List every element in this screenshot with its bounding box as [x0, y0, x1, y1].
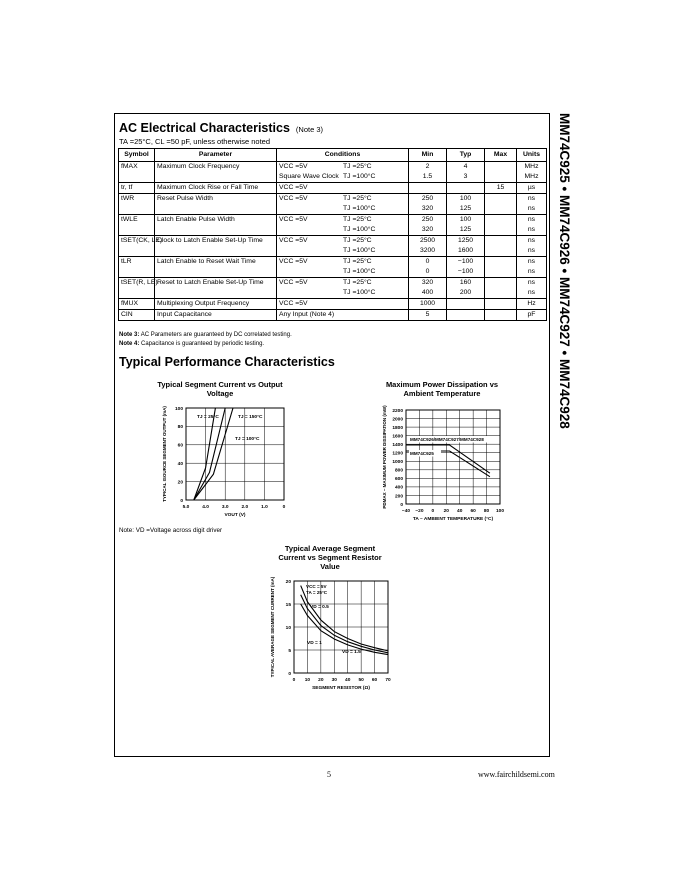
ac-cell-text: ns [527, 289, 536, 296]
ac-typ [447, 215, 485, 236]
x-tick-label: 5.0 [182, 505, 190, 510]
ac-units [517, 310, 547, 321]
ac-parameter [155, 162, 277, 183]
ac-conditions-cell [277, 215, 409, 236]
ac-cell-text: 250 [421, 216, 434, 223]
annotation-label: TA = 25°C [306, 590, 328, 595]
y-tick-label: 5 [288, 648, 291, 654]
y-tick-label: 20 [177, 480, 183, 486]
ac-conditions-cell [277, 194, 409, 215]
x-tick-label: 1.0 [261, 505, 268, 510]
ac-conditions-cell [277, 310, 409, 321]
ac-cell-text: ns [527, 216, 536, 223]
y-tick-label: 1600 [392, 434, 403, 440]
series-line [301, 604, 388, 655]
y-tick-label: 40 [177, 462, 183, 467]
ac-cond-temp: TJ =25°C [343, 279, 372, 286]
ac-cond-vcc: VCC =5V [279, 279, 308, 286]
ac-cell-text: µs [527, 184, 536, 191]
x-tick-label: −40 [401, 509, 411, 514]
ac-cond-temp: TJ =25°C [343, 216, 372, 223]
ac-min [409, 194, 447, 215]
ac-cond-temp: TJ =100°C [343, 289, 376, 296]
ac-header-cell: Min [409, 149, 447, 162]
y-tick-label: 10 [285, 625, 291, 631]
ac-cell-text: Input Capacitance [157, 311, 212, 318]
ac-header-cell: Typ [447, 149, 485, 162]
x-tick-label: 100 [495, 509, 505, 514]
ac-header-cell: Symbol [119, 149, 155, 162]
ac-cell-text: 320 [421, 226, 434, 233]
ac-typ [447, 194, 485, 215]
ac-typ [447, 278, 485, 299]
side-title-text: MM74C925 • MM74C926 • MM74C927 • MM74C928 [557, 113, 572, 429]
graph3-title: Typical Average Segment Current vs Segment Resistor Value [278, 544, 382, 571]
series-label: VD = 1.5 [342, 650, 361, 655]
ac-table [118, 148, 547, 321]
ac-parameter [155, 215, 277, 236]
ac-cell-text: 320 [421, 279, 434, 286]
ac-cell-text: ns [527, 279, 536, 286]
ac-min [409, 257, 447, 278]
ac-cell-text: tr, tf [121, 184, 133, 191]
ac-units [517, 215, 547, 236]
tpc-title: Typical Performance Characteristics [119, 355, 335, 369]
ac-cond-vcc: Any Input (Note 4) [279, 311, 335, 318]
ac-cell-text: 1600 [457, 247, 474, 254]
graph3-svg [268, 575, 396, 697]
ac-cell-text: 0 [425, 258, 430, 265]
y-axis-label: PDMAX – MAXIMUM POWER DISSIPATION (mW) [382, 405, 387, 509]
ac-cell-text: tSET(CK, LE) [121, 237, 163, 244]
ac-typ [447, 310, 485, 321]
ac-max [485, 310, 517, 321]
ac-row [119, 194, 547, 215]
ac-cell-text: 160 [459, 279, 472, 286]
graph1-title: Typical Segment Current vs Output Voltage [157, 380, 283, 398]
ac-notes [119, 331, 292, 349]
graph-vd-note: Note: VD =Voltage across digit driver [119, 527, 223, 534]
ac-parameter [155, 310, 277, 321]
ac-cell-text: 100 [459, 216, 472, 223]
ac-cond-temp: TJ =25°C [343, 163, 372, 170]
ac-min [409, 183, 447, 194]
ac-cond-temp: TJ =25°C [343, 258, 372, 265]
ac-title-text: AC Electrical Characteristics [119, 121, 290, 135]
ac-max [485, 194, 517, 215]
ac-cond-vcc: VCC =5V [279, 300, 308, 307]
ac-conditions-cell [277, 278, 409, 299]
y-tick-label: 2200 [392, 408, 403, 414]
ac-cell-text: Reset to Latch Enable Set-Up Time [157, 279, 264, 286]
ac-cell-text: 3200 [419, 247, 436, 254]
ac-parameter [155, 183, 277, 194]
ac-cond-temp: TJ =100°C [343, 173, 376, 180]
x-tick-label: 60 [371, 678, 378, 683]
ac-cell-text: fMAX [121, 163, 138, 170]
ac-cond-temp: TJ =100°C [343, 268, 376, 275]
annotation-label: VCC = 5V [306, 584, 327, 589]
ac-cell-text: ns [527, 226, 536, 233]
x-tick-label: 40 [345, 678, 351, 683]
ac-cell-text: 200 [459, 289, 472, 296]
ac-units [517, 299, 547, 310]
x-tick-label: 3.0 [221, 505, 229, 510]
ac-row [119, 162, 547, 183]
y-tick-label: 1400 [392, 442, 403, 448]
ac-typ [447, 162, 485, 183]
ac-cell-text: 15 [496, 184, 505, 191]
ac-header-cell: Units [517, 149, 547, 162]
ac-cell-text: CIN [121, 311, 133, 318]
ac-symbol [119, 215, 155, 236]
x-tick-label: 0 [282, 505, 286, 510]
y-axis-label: TYPICAL ISOURCE SEGMENT OUTPUT (mA) [162, 406, 167, 502]
ac-cond-vcc: VCC =5V [279, 163, 308, 170]
series-label: TJ = 25°C [197, 415, 219, 420]
ac-cell-text: ns [527, 247, 536, 254]
ac-cell-text: Maximum Clock Rise or Fall Time [157, 184, 259, 191]
y-tick-label: 15 [285, 602, 291, 608]
ac-cell-text: tWR [121, 195, 135, 202]
ac-cell-text: Hz [527, 300, 536, 307]
series-label: VD = 1 [307, 641, 322, 646]
series-label: TJ = 100°C [235, 437, 260, 442]
ac-row [119, 299, 547, 310]
x-axis-label: VOUT (V) [224, 513, 246, 518]
ac-cell-text: 250 [421, 195, 434, 202]
ac-symbol [119, 278, 158, 299]
y-tick-label: 600 [394, 477, 403, 483]
x-tick-label: 40 [457, 509, 463, 514]
graph1-svg [150, 398, 300, 526]
ac-cond-vcc: VCC =5V [279, 237, 308, 244]
ac-units [517, 162, 547, 183]
x-tick-label: 20 [318, 678, 324, 683]
ac-cell-text: −100 [457, 268, 474, 275]
x-tick-label: 80 [483, 509, 490, 514]
ac-cond-vcc: VCC =5V [279, 184, 308, 191]
ac-units [517, 183, 547, 194]
y-tick-label: 20 [285, 579, 291, 585]
x-axis-label: SEGMENT RESISTOR (Ω) [312, 686, 370, 691]
ac-typ [447, 299, 485, 310]
ac-cell-text: 125 [459, 205, 472, 212]
ac-cell-text: 0 [425, 268, 430, 275]
ac-cond-vcc: Square Wave Clock [279, 173, 339, 180]
ac-typ [447, 236, 485, 257]
ac-cond-temp: TJ =100°C [343, 226, 376, 233]
side-title [553, 113, 575, 757]
ac-cond-temp: TJ =25°C [343, 237, 372, 244]
ac-typ [447, 257, 485, 278]
ac-parameter [155, 236, 277, 257]
ac-cell-text: 320 [421, 205, 434, 212]
ac-max [485, 162, 517, 183]
ac-cell-text: tLR [121, 258, 132, 265]
ac-typ [447, 183, 485, 194]
x-tick-label: 50 [358, 678, 364, 683]
ac-header-cell: Conditions [277, 149, 409, 162]
x-tick-label: 60 [470, 509, 476, 514]
y-axis-label: TYPICAL AVERAGE SEGMENT CURRENT (mA) [270, 576, 275, 678]
ac-row [119, 278, 547, 299]
ac-max [485, 215, 517, 236]
ac-cell-text: 3 [463, 173, 468, 180]
graph2-title: Maximum Power Dissipation vs Ambient Temperature [385, 380, 499, 398]
ac-max [485, 236, 517, 257]
ac-cell-text: tWLE [121, 216, 138, 223]
ac-conditions-cell [277, 236, 409, 257]
ac-min [409, 310, 447, 321]
y-tick-label: 1000 [392, 460, 403, 466]
ac-cond-vcc: VCC =5V [279, 216, 308, 223]
ac-min [409, 236, 447, 257]
ac-cell-text: Multiplexing Output Frequency [157, 300, 250, 307]
ac-min [409, 162, 447, 183]
ac-cell-text: fMUX [121, 300, 138, 307]
x-tick-label: 4.0 [202, 505, 209, 510]
y-tick-label: 1800 [392, 425, 403, 431]
ac-symbol [119, 257, 155, 278]
x-tick-label: 30 [331, 678, 337, 683]
ac-conditions-cell [277, 299, 409, 310]
ac-cond-temp: TJ =100°C [343, 205, 376, 212]
ac-cell-text: Latch Enable to Reset Wait Time [157, 258, 256, 265]
ac-parameter [155, 194, 277, 215]
ac-symbol [119, 162, 155, 183]
ac-cell-text: Reset Pulse Width [157, 195, 213, 202]
ac-min [409, 299, 447, 310]
annotation-label: MM74C925 [410, 451, 434, 456]
ac-max [485, 183, 517, 194]
ac-cell-text: 125 [459, 226, 472, 233]
ac-cell-text: 1000 [419, 300, 436, 307]
ac-cell-text: 2 [425, 163, 430, 170]
ac-note-ref: (Note 3) [295, 125, 324, 134]
ac-cond-vcc: VCC =5V [279, 195, 308, 202]
ac-conditions-cell [277, 183, 409, 194]
ac-symbol [119, 236, 163, 257]
ac-conditions: TA =25°C, CL =50 pF, unless otherwise noted [119, 137, 271, 146]
ac-row [119, 310, 547, 321]
y-tick-label: 200 [394, 494, 403, 500]
footer-url: www.fairchildsemi.com [478, 770, 555, 779]
y-tick-label: 0 [288, 671, 291, 677]
graph2-svg [378, 398, 512, 526]
ac-cond-temp: TJ =25°C [343, 195, 372, 202]
ac-cell-text: tSET(R, LE) [121, 279, 158, 286]
y-tick-label: 2000 [392, 417, 403, 423]
ac-cell-text: MHz [524, 173, 539, 180]
ac-row [119, 236, 547, 257]
note-4: Note 4: Capacitance is guaranteed by periodic testing. [119, 341, 265, 347]
ac-row [119, 183, 547, 194]
ac-cell-text: −100 [457, 258, 474, 265]
x-tick-label: 0 [292, 678, 296, 683]
ac-cond-temp: TJ =100°C [343, 247, 376, 254]
y-tick-label: 60 [177, 443, 183, 449]
ac-cell-text: 400 [421, 289, 434, 296]
ac-header-cell: Parameter [155, 149, 277, 162]
ac-units [517, 278, 547, 299]
x-tick-label: 70 [385, 678, 391, 683]
y-tick-label: 80 [177, 425, 183, 431]
ac-max [485, 257, 517, 278]
plot-frame [406, 410, 500, 504]
y-tick-label: 1200 [392, 451, 403, 457]
ac-symbol [119, 310, 155, 321]
x-tick-label: 2.0 [241, 505, 249, 510]
ac-cond-vcc: VCC =5V [279, 258, 308, 265]
y-tick-label: 400 [394, 485, 403, 491]
y-tick-label: 0 [400, 502, 403, 508]
ac-cell-text: ns [527, 195, 536, 202]
annotation-label: MM74C926/MM74C927/MM74C928 [410, 437, 484, 442]
ac-cell-text: ns [527, 237, 536, 244]
series-label: TJ = 150°C [238, 415, 263, 420]
ac-cell-text: MHz [524, 163, 539, 170]
ac-min [409, 278, 447, 299]
ac-cell-text: Latch Enable Pulse Width [157, 216, 235, 223]
ac-cell-text: 1250 [457, 237, 474, 244]
ac-parameter [155, 299, 277, 310]
plot-frame [186, 408, 284, 500]
ac-symbol [119, 194, 155, 215]
x-tick-label: 20 [443, 509, 449, 514]
ac-cell-text: ns [527, 258, 536, 265]
ac-units [517, 257, 547, 278]
page-number: 5 [327, 770, 331, 779]
ac-cell-text: 100 [459, 195, 472, 202]
ac-cell-text: ns [527, 205, 536, 212]
ac-cell-text: ns [527, 268, 536, 275]
ac-cell-text: Maximum Clock Frequency [157, 163, 240, 170]
ac-parameter [155, 278, 277, 299]
ac-row [119, 215, 547, 236]
ac-cell-text: pF [527, 311, 536, 318]
ac-title [119, 121, 323, 135]
ac-min [409, 215, 447, 236]
ac-units [517, 194, 547, 215]
y-tick-label: 100 [174, 406, 183, 412]
y-tick-label: 800 [394, 468, 403, 474]
ac-cell-text: 5 [425, 311, 430, 318]
ac-max [485, 278, 517, 299]
ac-row [119, 257, 547, 278]
ac-units [517, 236, 547, 257]
ac-conditions-cell [277, 257, 409, 278]
ac-cell-text: Clock to Latch Enable Set-Up Time [157, 237, 263, 244]
note-3: Note 3: AC Parameters are guaranteed by DC correlated testing. [119, 332, 292, 338]
ac-cell-text: 1.5 [422, 173, 433, 180]
x-tick-label: 10 [304, 678, 311, 683]
ac-max [485, 299, 517, 310]
y-tick-label: 0 [180, 498, 183, 504]
ac-conditions-cell [277, 162, 409, 183]
ac-symbol [119, 299, 155, 310]
ac-cell-text: 2500 [419, 237, 436, 244]
series-label: VD = 0.5 [310, 605, 329, 610]
ac-parameter [155, 257, 277, 278]
ac-header-cell: Max [485, 149, 517, 162]
ac-cell-text: 4 [463, 163, 468, 170]
ac-symbol [119, 183, 155, 194]
x-axis-label: TA – AMBIENT TEMPERATURE (°C) [412, 517, 494, 522]
x-tick-label: 0 [431, 509, 435, 514]
x-tick-label: −20 [415, 509, 424, 514]
